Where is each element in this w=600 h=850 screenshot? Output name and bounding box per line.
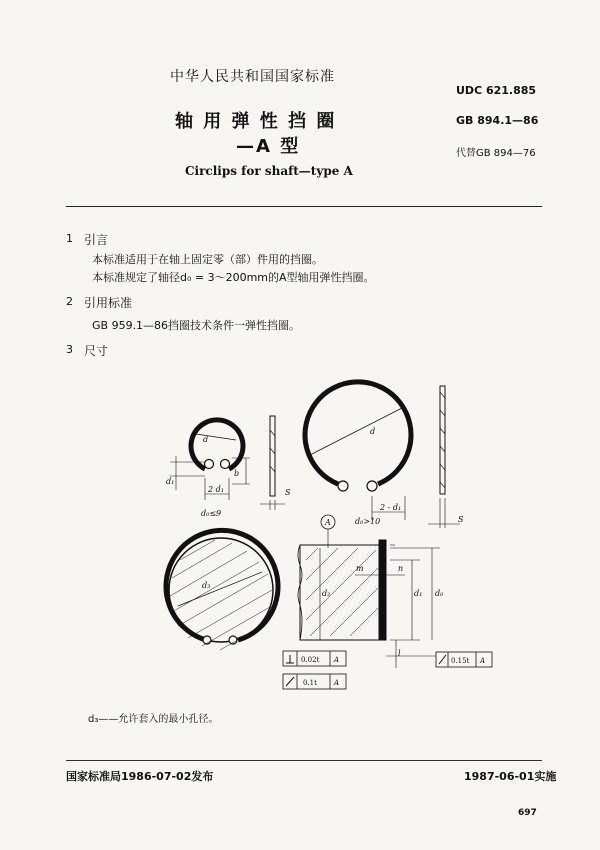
replaces-standard: 代替GB 894—76 [456,148,536,159]
label-shaft-d1: d₁ [414,589,423,598]
label-large-d: d [370,427,376,436]
label-shaft-d2: d₂ [322,589,331,598]
english-title: Circlips for shaft—type A [185,164,353,178]
tol-right-value: 0.15t [451,657,470,665]
issue-date: 国家标准局1986-07-02发布 [66,770,214,783]
label-datum-a: A [325,518,331,527]
small-circlip-side-view [260,416,285,510]
label-small-d: d [203,435,209,444]
tol-runout-datum: A [334,679,340,687]
page-subtitle: —A 型 [236,136,301,157]
page-title: 轴 用 弹 性 挡 圈 [175,111,337,132]
footer-rule [66,760,542,761]
d3-note: d₃——允许套入的最小孔径。 [88,714,219,725]
label-large-2d1: 2 - d₁ [380,503,402,512]
section-2-title: 引用标准 [84,296,133,310]
section-3-number: 3 [66,343,73,356]
tol-perp-value: 0.02t [301,656,320,664]
label-n: n [398,564,404,573]
effective-date: 1987-06-01实施 [464,770,557,783]
tol-right-datum: A [480,657,486,665]
label-small-s: S [285,488,291,497]
page-number: 697 [518,808,537,818]
large-circlip-side-view [428,386,460,528]
section-2-number: 2 [66,295,73,308]
standard-number: GB 894.1—86 [456,114,539,127]
tol-runout-value: 0.1t [303,679,317,687]
label-m: m [356,564,364,573]
section-2-para-1: GB 959.1—86挡圈技术条件一弹性挡圈。 [92,319,301,332]
mounted-circlip-front-view [166,530,278,650]
label-shaft-d0: d₀ [435,589,444,598]
label-small-2d1: 2 d₁ [208,485,224,494]
section-1-para-2: 本标准规定了轴径d₀ = 3～200mm的A型轴用弹性挡圈。 [92,271,375,284]
label-small-d0: d₀≤9 [201,509,222,518]
label-large-d0: d₀>10 [355,517,381,526]
section-1-para-1: 本标准适用于在轴上固定零（部）件用的挡圈。 [92,253,323,266]
tol-perp-datum: A [334,656,340,664]
label-small-d1: d₁ [166,477,175,486]
udc-code: UDC 621.885 [456,84,537,97]
section-3-title: 尺寸 [84,344,109,358]
large-circlip [305,382,411,520]
label-d3: d₃ [202,581,211,590]
label-small-b: b [234,469,240,478]
label-large-s: S [458,515,464,524]
issuing-body: 中华人民共和国国家标准 [170,69,335,85]
label-l: l [398,649,401,658]
section-1-number: 1 [66,232,73,245]
section-1-title: 引言 [84,233,109,247]
